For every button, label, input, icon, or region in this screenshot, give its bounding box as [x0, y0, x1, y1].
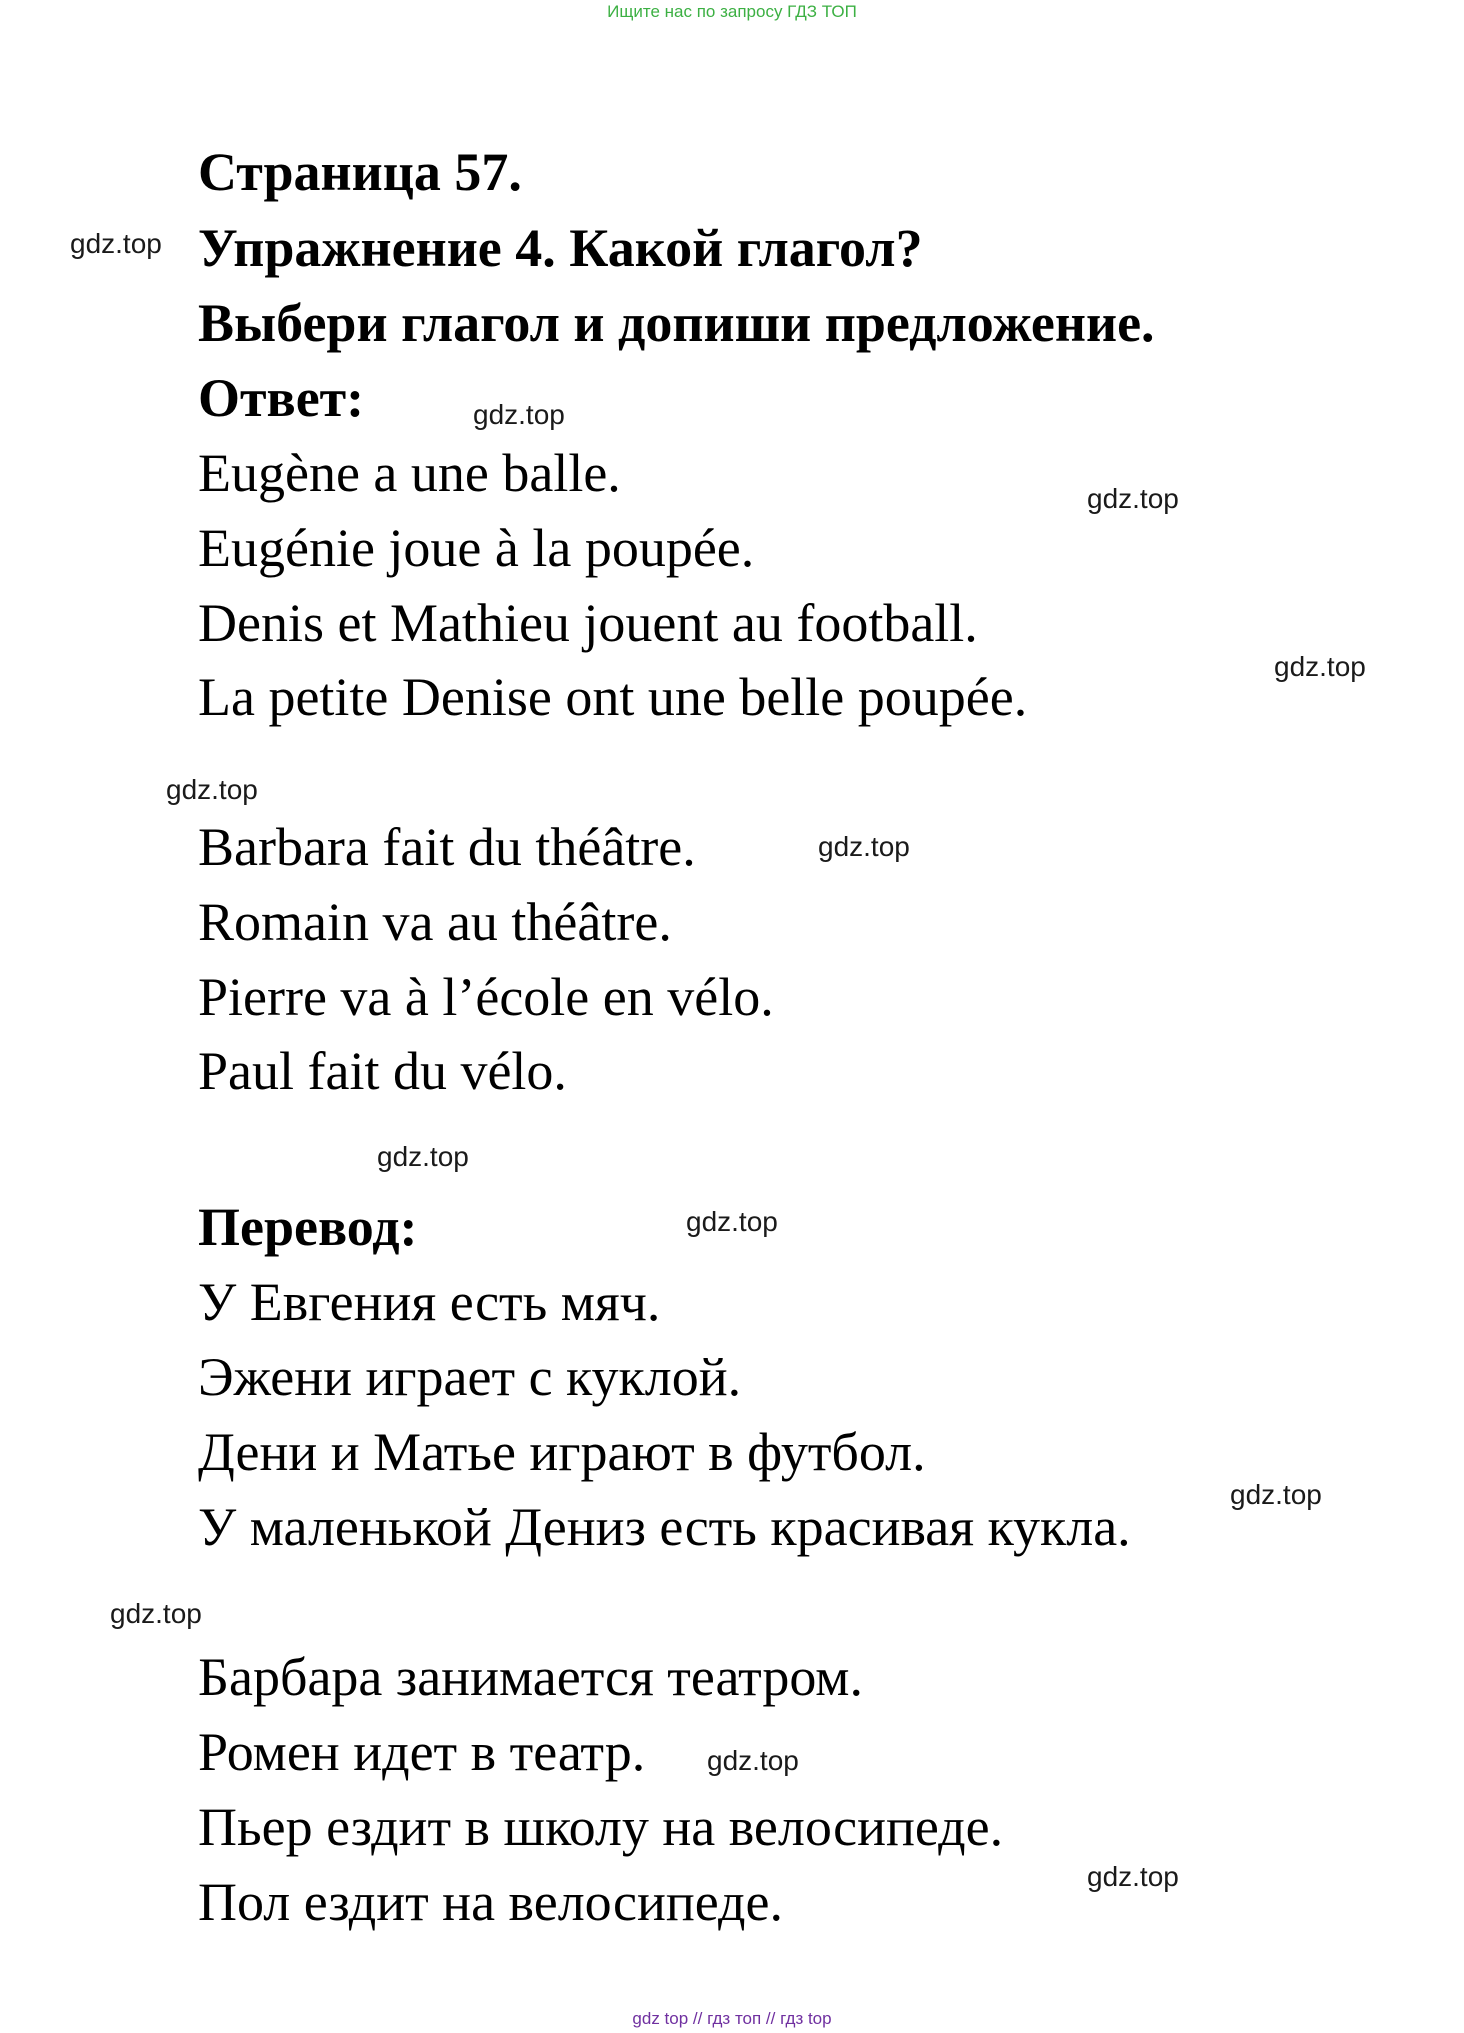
watermark: gdz.top — [818, 831, 910, 862]
answer-line: Denis et Mathieu jouent au football. — [198, 593, 978, 653]
answer-line: La petite Denise ont une belle poupée. — [198, 667, 1028, 727]
watermark: gdz.top — [686, 1206, 778, 1237]
footer-watermark: gdz top // гдз топ // гдз top — [632, 2009, 832, 2028]
watermark: gdz.top — [110, 1598, 202, 1629]
watermark: gdz.top — [1230, 1479, 1322, 1510]
translation-line: Эжени играет с куклой. — [198, 1347, 742, 1407]
top-banner: Ищите нас по запросу ГДЗ ТОП — [607, 2, 857, 21]
page-number-heading: Страница 57. — [198, 142, 522, 202]
translation-line: Ромен идет в театр. — [198, 1722, 646, 1782]
watermark: gdz.top — [707, 1745, 799, 1776]
translation-line: У маленькой Дениз есть красивая кукла. — [198, 1497, 1131, 1557]
watermark: gdz.top — [1274, 651, 1366, 682]
translation-line: Пьер ездит в школу на велосипеде. — [198, 1797, 1004, 1857]
answer-line: Eugène a une balle. — [198, 443, 621, 503]
watermark: gdz.top — [377, 1141, 469, 1172]
watermark: gdz.top — [166, 774, 258, 805]
translation-label: Перевод: — [198, 1197, 418, 1257]
answer-line: Paul fait du vélo. — [198, 1041, 567, 1101]
watermark: gdz.top — [70, 228, 162, 259]
answer-line: Barbara fait du théâtre. — [198, 817, 696, 877]
answer-line: Eugénie joue à la poupée. — [198, 518, 755, 578]
watermark: gdz.top — [473, 399, 565, 430]
watermark: gdz.top — [1087, 1861, 1179, 1892]
watermark: gdz.top — [1087, 483, 1179, 514]
translation-line: Дени и Матье играют в футбол. — [198, 1422, 926, 1482]
answer-line: Pierre va à l’école en vélo. — [198, 967, 774, 1027]
translation-line: Барбара занимается театром. — [198, 1647, 863, 1707]
answer-line: Romain va au théâtre. — [198, 892, 672, 952]
translation-line: У Евгения есть мяч. — [198, 1272, 661, 1332]
answer-label: Ответ: — [198, 368, 365, 428]
task-instruction: Выбери глагол и допиши предложение. — [198, 293, 1155, 353]
translation-line: Пол ездит на велосипеде. — [198, 1872, 783, 1932]
exercise-heading: Упражнение 4. Какой глагол? — [198, 218, 923, 278]
